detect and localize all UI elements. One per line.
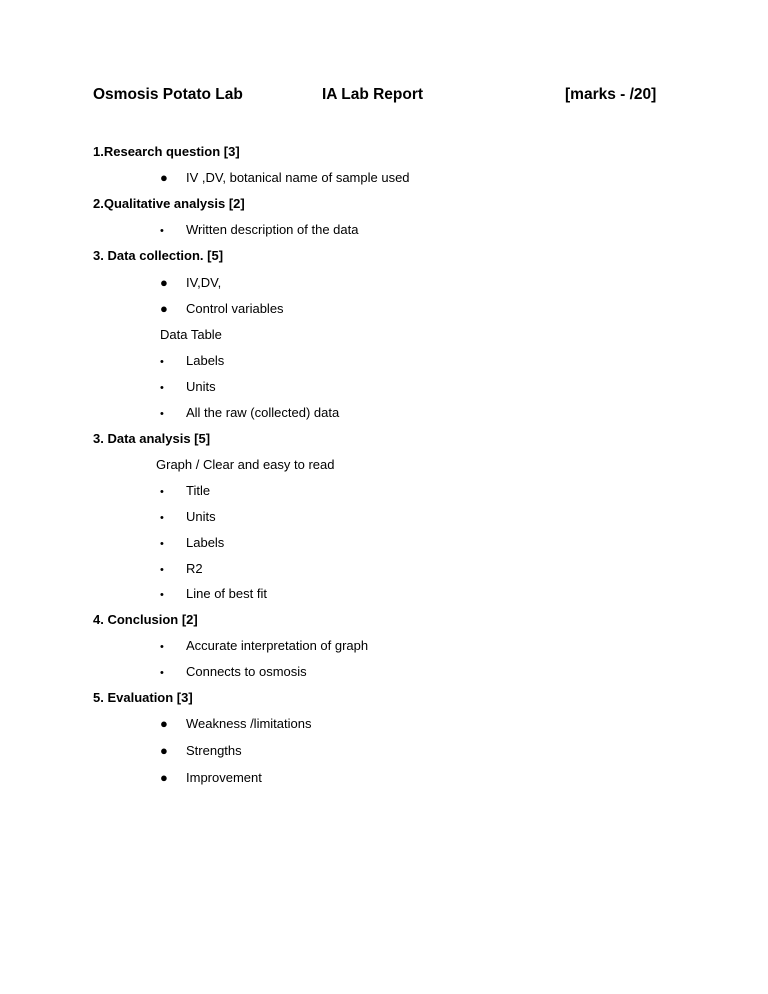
list-item-text: Labels (186, 353, 225, 368)
bullet-icon: ● (160, 770, 168, 785)
list-item (160, 301, 284, 317)
list-item-text: Connects to osmosis (186, 664, 307, 679)
bullet-icon: • (160, 408, 164, 420)
section-heading-data-collection: 3. Data collection. [5] (93, 248, 224, 263)
section-heading-qualitative-analysis: 2.Qualitative analysis [2] (93, 196, 245, 211)
list-item-text: Units (186, 509, 216, 524)
bullet-icon: ● (160, 301, 168, 316)
bullet-icon: • (160, 641, 164, 653)
list-item-text: Written description of the data (186, 222, 359, 237)
list-item-text: All the raw (collected) data (186, 405, 340, 420)
section-heading-conclusion: 4. Conclusion [2] (93, 612, 198, 627)
list-item (160, 275, 221, 291)
section-heading-research-question: 1.Research question [3] (93, 144, 240, 159)
list-item (160, 509, 216, 526)
subheading-data-table: Data Table (160, 327, 222, 342)
bullet-icon: ● (160, 743, 168, 758)
lab-title: Osmosis Potato Lab (93, 86, 243, 103)
list-item (160, 483, 210, 500)
document-header (0, 86, 768, 108)
list-item-text: Strengths (186, 743, 242, 758)
bullet-icon: • (160, 512, 164, 524)
list-item-text: Units (186, 379, 216, 394)
list-item (160, 743, 242, 759)
list-item-text: Line of best fit (186, 586, 267, 601)
list-item (160, 405, 339, 422)
bullet-icon: • (160, 667, 164, 679)
bullet-icon: • (160, 486, 164, 498)
bullet-icon: • (160, 538, 164, 550)
list-item-text: Improvement (186, 770, 262, 785)
list-item-text: Weakness /limitations (186, 716, 312, 731)
list-item (160, 222, 358, 239)
bullet-icon: • (160, 356, 164, 368)
bullet-icon: • (160, 564, 164, 576)
list-item-text: IV,DV, (186, 275, 222, 290)
list-item (160, 535, 224, 552)
list-item-text: Control variables (186, 301, 284, 316)
subheading-graph: Graph / Clear and easy to read (156, 457, 335, 472)
list-item-text: IV ,DV, botanical name of sample used (186, 170, 410, 185)
list-item (160, 770, 262, 786)
bullet-icon: ● (160, 716, 168, 731)
list-item (160, 170, 410, 186)
section-heading-evaluation: 5. Evaluation [3] (93, 690, 193, 705)
bullet-icon: • (160, 225, 164, 237)
list-item (160, 664, 307, 681)
section-heading-data-analysis: 3. Data analysis [5] (93, 431, 211, 446)
list-item (160, 561, 203, 578)
bullet-icon: • (160, 589, 164, 601)
list-item (160, 716, 311, 732)
list-item (160, 353, 224, 370)
report-title: IA Lab Report (322, 86, 424, 103)
list-item-text: Title (186, 483, 211, 498)
bullet-icon: ● (160, 170, 168, 185)
bullet-icon: • (160, 382, 164, 394)
list-item-text: Accurate interpretation of graph (186, 638, 369, 653)
marks-label: [marks - /20] (565, 86, 657, 103)
list-item (160, 586, 267, 603)
list-item-text: R2 (186, 561, 203, 576)
list-item-text: Labels (186, 535, 225, 550)
list-item (160, 379, 216, 396)
list-item (160, 638, 368, 655)
bullet-icon: ● (160, 275, 168, 290)
